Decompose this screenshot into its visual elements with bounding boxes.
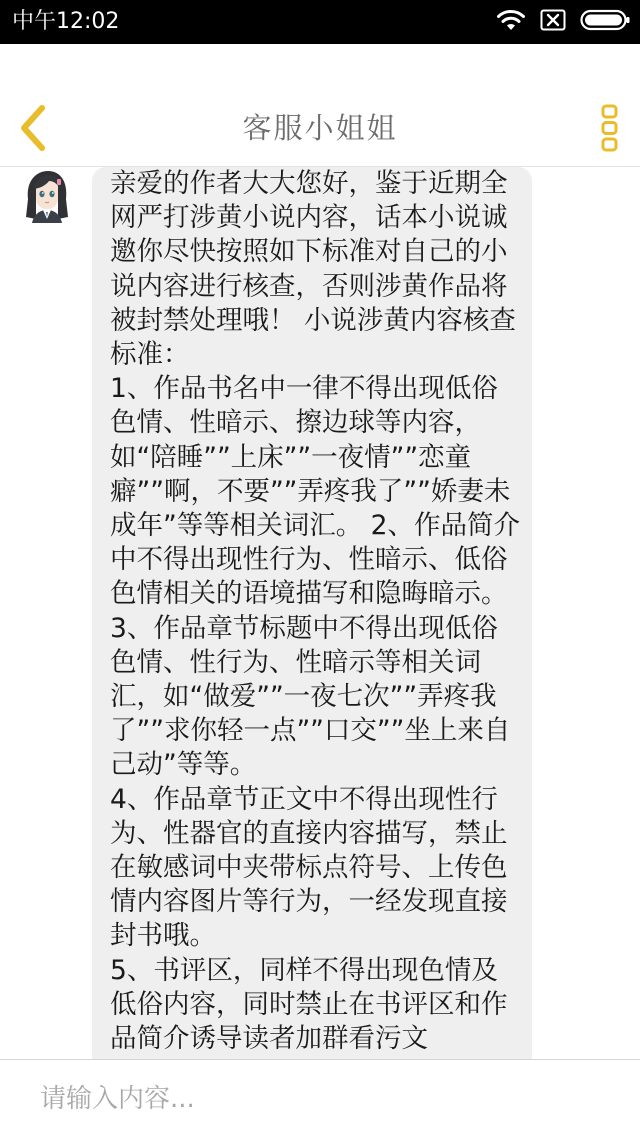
status-bar: [0, 0, 640, 44]
wifi-icon: [496, 8, 526, 36]
input-bar: [0, 1059, 640, 1139]
no-sim-icon: [540, 9, 566, 35]
page-title: 客服小姐姐: [242, 111, 398, 145]
avatar-girl-icon: [22, 169, 72, 223]
status-icons: [496, 8, 630, 36]
chat-area[interactable]: [0, 167, 640, 1059]
more-vertical-icon: [598, 137, 622, 156]
status-time: 中午12:02: [12, 9, 120, 34]
more-button[interactable]: [598, 104, 622, 152]
chat-header: [0, 44, 640, 167]
avatar[interactable]: [22, 169, 72, 223]
message-input[interactable]: [24, 1074, 614, 1124]
battery-icon: [580, 9, 630, 35]
message-bubble[interactable]: [92, 167, 532, 1059]
message-text: 亲爱的作者大大您好，鉴于近期全网严打涉黄小说内容，话本小说诚邀你尽快按照如下标准对自己的小说内容进行核查，否则涉黄作品将被封禁处理哦！ 小说涉黄内容核查标准： 1、作品书名中一律不得出现低俗色情、性暗示、擦边球等内容，如“陪睡””上床””一夜情””恋童癖””啊，不要””弄疼我了””娇妻未成年”等等相关词汇。 2、作品简介中不得出现性行为、性暗示、低俗色情相关的语境描写和隐晦暗示。 3、作品章节标题中不得出现低俗色情、性行为、性暗示等相关词汇，如“做爱””一夜七次””弄疼我了””求你轻一点””口交””坐上来自己动”等等。 4、作品章节正文中不得出现性行为、性器官的直接内容描写，禁止在敏感词中夹带标点符号、上传色情内容图片等行为，一经发现直接封书哦。 5、书评区，同样不得出现色情及低俗内容，同时禁止在书评区和作品简介诱导读者加群看污文: [110, 168, 521, 1055]
